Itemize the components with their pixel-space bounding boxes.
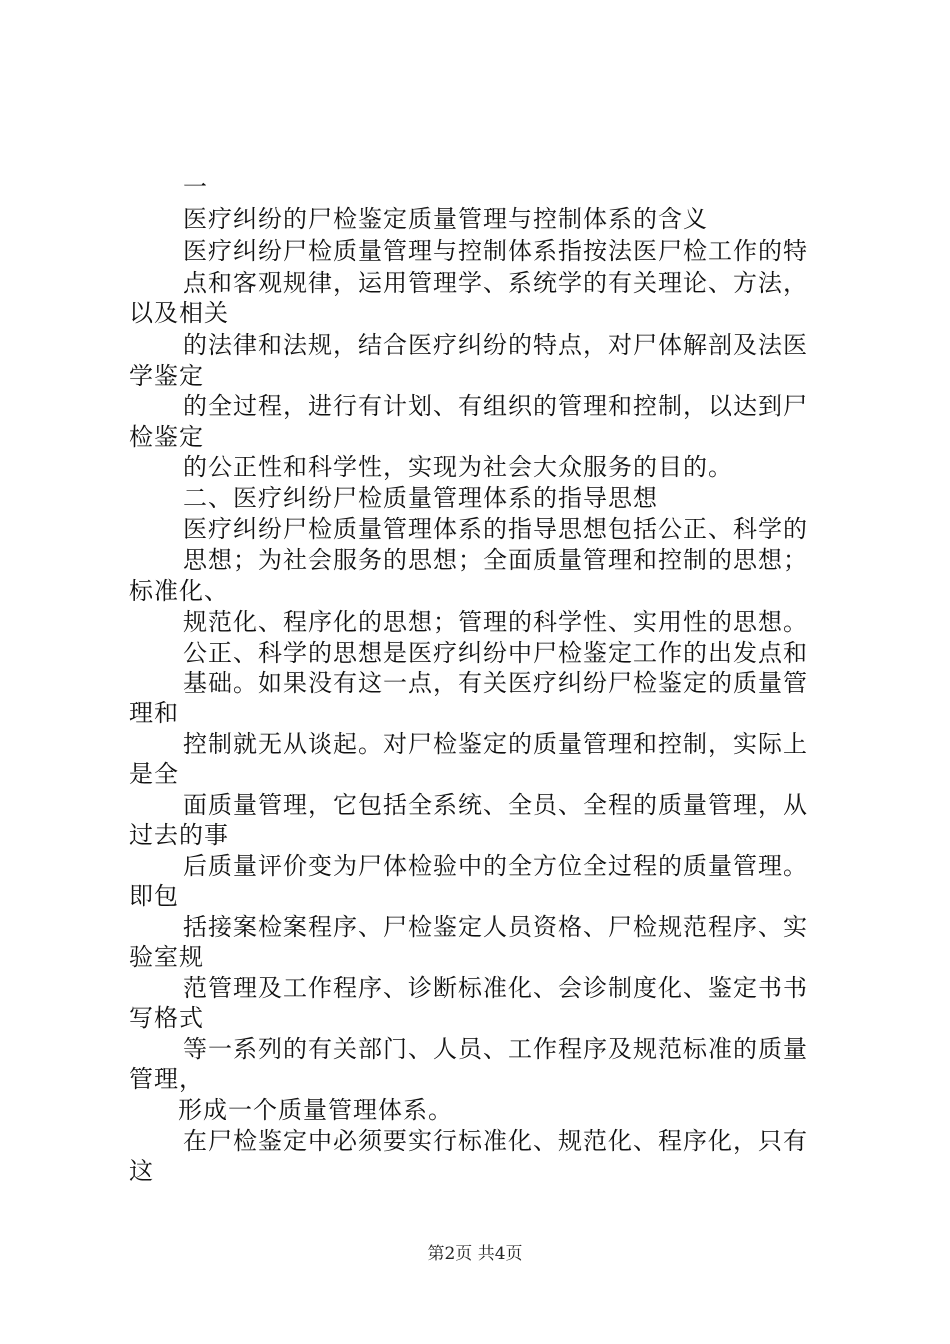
paragraph-line: 等一系列的有关部门、人员、工作程序及规范标准的质量 — [183, 1035, 808, 1063]
paragraph-line: 思想；为社会服务的思想；全面质量管理和控制的思想； — [183, 546, 808, 574]
section-heading: 二、医疗纠纷尸检质量管理体系的指导思想 — [183, 484, 658, 512]
paragraph-line: 公正、科学的思想是医疗纠纷中尸检鉴定工作的出发点和 — [183, 639, 808, 667]
paragraph-line: 写格式 — [129, 1004, 204, 1032]
paragraph-line: 点和客观规律，运用管理学、系统学的有关理论、方法， — [183, 269, 808, 297]
paragraph-line: 控制就无从谈起。对尸检鉴定的质量管理和控制，实际上 — [183, 730, 808, 758]
paragraph-line: 理和 — [129, 699, 179, 727]
paragraph-line: 管理， — [129, 1065, 204, 1093]
paragraph-line: 在尸检鉴定中必须要实行标准化、规范化、程序化，只有 — [183, 1127, 808, 1155]
paragraph-line: 以及相关 — [129, 299, 229, 327]
page-footer: 第2页 共4页 — [427, 1244, 523, 1264]
paragraph-line: 括接案检案程序、尸检鉴定人员资格、尸检规范程序、实 — [183, 913, 808, 941]
paragraph-line: 医疗纠纷尸检质量管理体系的指导思想包括公正、科学的 — [183, 515, 808, 543]
paragraph-line: 医疗纠纷尸检质量管理与控制体系指按法医尸检工作的特 — [183, 237, 808, 265]
paragraph-line: 的法律和法规，结合医疗纠纷的特点，对尸体解剖及法医 — [183, 331, 808, 359]
section-heading: 医疗纠纷的尸检鉴定质量管理与控制体系的含义 — [183, 205, 708, 233]
paragraph-line: 验室规 — [129, 943, 204, 971]
heading-number: 一 — [183, 173, 208, 201]
paragraph-line: 即包 — [129, 882, 179, 910]
paragraph-line: 基础。如果没有这一点，有关医疗纠纷尸检鉴定的质量管 — [183, 669, 808, 697]
paragraph-line: 后质量评价变为尸体检验中的全方位全过程的质量管理。 — [183, 852, 808, 880]
paragraph-line: 过去的事 — [129, 821, 229, 849]
paragraph-line: 检鉴定 — [129, 423, 204, 451]
paragraph-line: 的公正性和科学性，实现为社会大众服务的目的。 — [183, 453, 733, 481]
paragraph-line: 是全 — [129, 760, 179, 788]
paragraph-line: 学鉴定 — [129, 362, 204, 390]
paragraph-line: 的全过程，进行有计划、有组织的管理和控制，以达到尸 — [183, 392, 808, 420]
paragraph-line: 范管理及工作程序、诊断标准化、会诊制度化、鉴定书书 — [183, 974, 808, 1002]
paragraph-line: 形成一个质量管理体系。 — [178, 1096, 453, 1124]
paragraph-line: 面质量管理，它包括全系统、全员、全程的质量管理，从 — [183, 791, 808, 819]
paragraph-line: 这 — [129, 1157, 154, 1185]
paragraph-line: 规范化、程序化的思想；管理的科学性、实用性的思想。 — [183, 608, 808, 636]
paragraph-line: 标准化、 — [129, 577, 229, 605]
